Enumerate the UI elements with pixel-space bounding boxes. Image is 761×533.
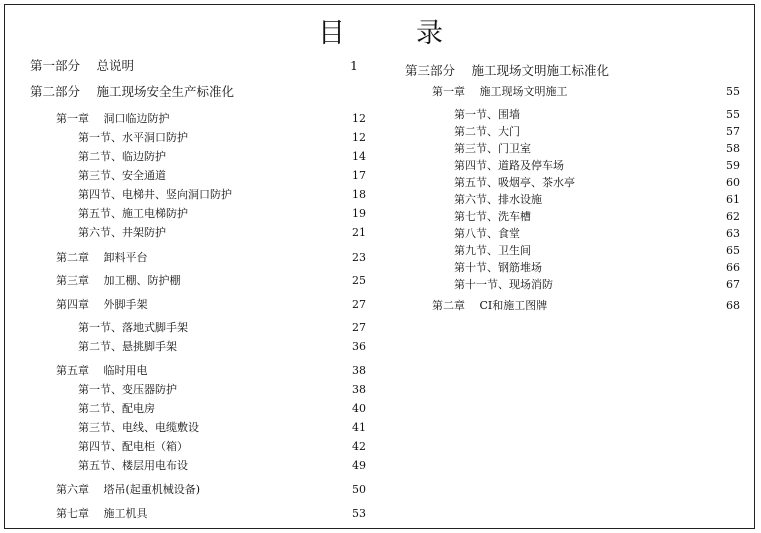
page-title: 目 录: [318, 18, 465, 49]
toc-page: 18: [352, 188, 366, 201]
toc-label: 第二部分 施工现场安全生产标准化: [30, 84, 234, 99]
toc-page: 66: [726, 261, 740, 274]
toc-label: 第五节、吸烟亭、茶水亭: [454, 176, 575, 189]
toc-page: 68: [726, 299, 740, 312]
toc-label: 第三节、安全通道: [78, 169, 166, 182]
toc-page: 19: [352, 207, 366, 220]
toc-label: 第三节、电线、电缆敷设: [78, 421, 199, 434]
toc-page: 63: [726, 227, 740, 240]
toc-label: 第三节、门卫室: [454, 142, 531, 155]
toc-page: 55: [726, 85, 740, 98]
toc-label: 第七节、洗车槽: [454, 210, 531, 223]
toc-label: 第一章 施工现场文明施工: [432, 85, 568, 98]
toc-label: 第一节、围墙: [454, 108, 520, 121]
toc-page: 17: [352, 169, 366, 182]
toc-label: 第四节、配电柜（箱）: [78, 440, 188, 453]
toc-page: 59: [726, 159, 740, 172]
toc-label: 第八节、食堂: [454, 227, 520, 240]
toc-label: 第四节、道路及停车场: [454, 159, 564, 172]
toc-label: 第四节、电梯井、竖向洞口防护: [78, 188, 232, 201]
toc-page: 60: [726, 176, 740, 189]
toc-label: 第三章 加工棚、防护棚: [56, 274, 181, 287]
toc-label: 第二节、配电房: [78, 402, 155, 415]
toc-label: 第六章 塔吊(起重机械设备): [56, 483, 201, 496]
toc-label: 第一节、水平洞口防护: [78, 131, 188, 144]
toc-page: 14: [352, 150, 366, 163]
toc-page: 65: [726, 244, 740, 257]
toc-label: 第一节、变压器防护: [78, 383, 177, 396]
toc-label: 第一部分 总说明: [30, 58, 134, 73]
toc-page: 27: [352, 298, 366, 311]
toc-label: 第十节、钢筋堆场: [454, 261, 542, 274]
toc-label: 第二节、大门: [454, 125, 520, 138]
toc-page: 67: [726, 278, 740, 291]
toc-page: 27: [352, 321, 366, 334]
toc-page: 25: [352, 274, 366, 287]
toc-page: 38: [352, 364, 366, 377]
toc-label: 第五节、施工电梯防护: [78, 207, 188, 220]
toc-label: 第二节、临边防护: [78, 150, 166, 163]
toc-page: 53: [352, 507, 366, 520]
toc-label: 第十一节、现场消防: [454, 278, 553, 291]
toc-page: 38: [352, 383, 366, 396]
toc-page: 40: [352, 402, 366, 415]
toc-label: 第二章 CI和施工图牌: [432, 299, 548, 312]
toc-label: 第二章 卸料平台: [56, 251, 148, 264]
toc-label: 第一节、落地式脚手架: [78, 321, 188, 334]
toc-page: 50: [352, 483, 366, 496]
toc-page: 21: [352, 226, 366, 239]
toc-page: 1: [350, 58, 358, 73]
toc-label: 第五节、楼层用电布设: [78, 459, 188, 472]
toc-page: 61: [726, 193, 740, 206]
toc-page: 55: [726, 108, 740, 121]
toc-page: 41: [352, 421, 366, 434]
toc-page: 62: [726, 210, 740, 223]
toc-label: 第三部分 施工现场文明施工标准化: [405, 63, 609, 78]
toc-page: 58: [726, 142, 740, 155]
toc-page: 12: [352, 131, 366, 144]
toc-label: 第一章 洞口临边防护: [56, 112, 170, 125]
toc-label: 第九节、卫生间: [454, 244, 531, 257]
toc-label: 第六节、排水设施: [454, 193, 542, 206]
toc-page: 12: [352, 112, 366, 125]
toc-label: 第五章 临时用电: [56, 364, 148, 377]
toc-page: 36: [352, 340, 366, 353]
toc-label: 第七章 施工机具: [56, 507, 148, 520]
toc-page: 23: [352, 251, 366, 264]
toc-label: 第二节、悬挑脚手架: [78, 340, 177, 353]
toc-page: 42: [352, 440, 366, 453]
toc-page: 57: [726, 125, 740, 138]
toc-label: 第六节、井架防护: [78, 226, 166, 239]
toc-label: 第四章 外脚手架: [56, 298, 148, 311]
toc-page: 49: [352, 459, 366, 472]
